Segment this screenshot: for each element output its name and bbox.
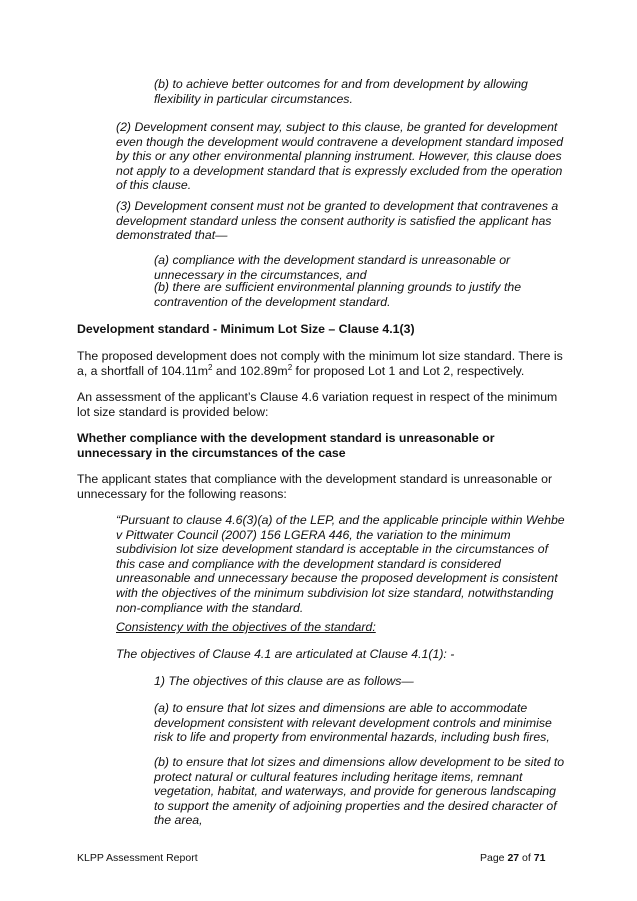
page-of: of xyxy=(519,852,534,864)
objective-a: (a) to ensure that lot sizes and dimensions are able to accommodate development consistent with relevant development controls and minimise risk to life and property from environmental hazards, including bush fires, xyxy=(154,701,552,745)
superscript-2-second: 2 xyxy=(287,362,293,372)
shortfall-text-end: for proposed Lot 1 and Lot 2, respectively. xyxy=(292,363,525,378)
objectives-lead: 1) The objectives of this clause are as follows— xyxy=(154,674,414,688)
objectives-intro: The objectives of Clause 4.1 are articulated at Clause 4.1(1): - xyxy=(116,647,455,661)
footer-page-number xyxy=(480,852,545,865)
subsection-heading: Whether compliance with the development standard is unreasonable or unnecessary in the circumstances of the case xyxy=(77,431,495,460)
section-heading: Development standard - Minimum Lot Size – Clause 4.1(3) xyxy=(77,322,415,336)
page-current: 27 xyxy=(507,852,520,864)
consistency-heading: Consistency with the objectives of the standard: xyxy=(116,620,376,634)
objective-b: (b) to ensure that lot sizes and dimensions allow development to be sited to protect natural or cultural features including heritage items, remnant vegetation, habitat, and waterways, and provide for generous landscaping to support the amenity of adjoining properties and the desired character of the area, xyxy=(154,755,565,828)
clause-subclause-3b: (b) there are sufficient environmental planning grounds to justify the contravention of the development standard. xyxy=(154,280,522,309)
page-total: 71 xyxy=(533,852,546,864)
clause-subclause-2: (2) Development consent may, subject to this clause, be granted for development even though the development would contravene a development standard imposed by this or any other environmental planning instrument. However, this clause does not apply to a development standard that is expressly excluded from the operation of this clause. xyxy=(116,120,564,193)
superscript-2: 2 xyxy=(208,362,213,372)
page-prefix: Page xyxy=(480,852,508,864)
clause-objective-b: (b) to achieve better outcomes for and from development by allowing flexibility in particular circumstances. xyxy=(154,77,528,106)
shortfall-text-mid: and 102.89m xyxy=(212,363,288,378)
applicant-quote: “Pursuant to clause 4.6(3)(a) of the LEP, and the applicable principle within Wehbe v Pittwater Council (2007) 156 LGERA 446, the variation to the minimum subdivision lot size development standard is acceptable in the circumstances of this case and compliance with the development standard is considered unreasonable and unnecessary because the proposed development is consistent with the objectives of the minimum subdivision lot size standard, notwithstanding non-compliance with the standard. xyxy=(116,513,565,615)
section-paragraph-assessment: An assessment of the applicant’s Clause 4.6 variation request in respect of the minimum lot size standard is provided below: xyxy=(77,390,558,419)
footer-report-name: KLPP Assessment Report xyxy=(77,852,198,864)
section-paragraph-shortfall xyxy=(77,349,567,378)
clause-subclause-3a: (a) compliance with the development standard is unreasonable or unnecessary in the circumstances, and xyxy=(154,253,511,282)
subsection-paragraph: The applicant states that compliance with the development standard is unreasonable or unnecessary for the following reasons: xyxy=(77,472,553,501)
shortfall-text-start: The proposed development does not comply with the minimum lot size standard. There is a, a shortfall of 104.11m xyxy=(77,349,563,378)
clause-subclause-3: (3) Development consent must not be granted to development that contravenes a development standard unless the consent authority is satisfied the applicant has demonstrated that— xyxy=(116,199,559,243)
